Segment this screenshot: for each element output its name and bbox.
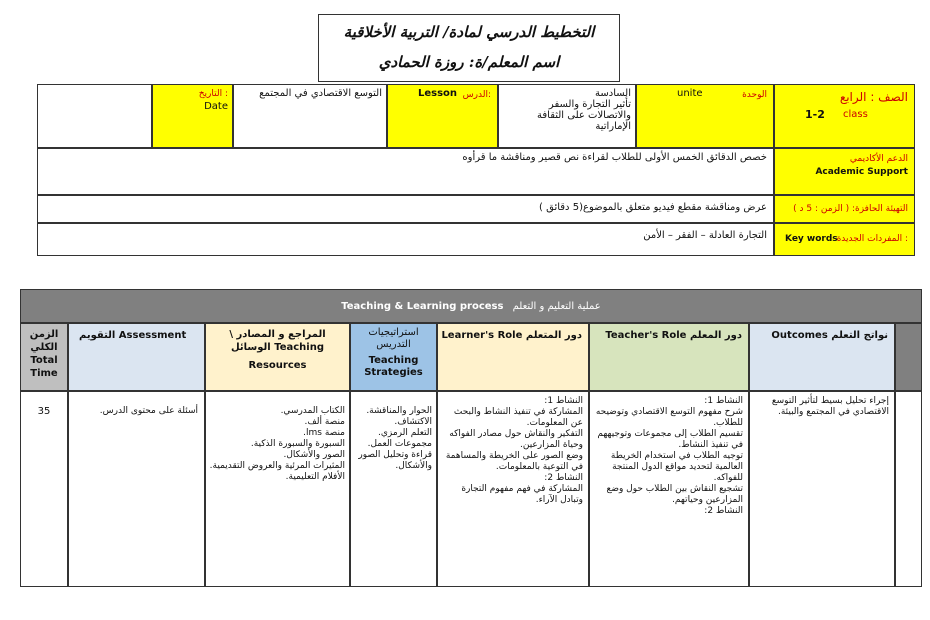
process-title-ar: عملية التعليم و التعلم	[512, 301, 601, 312]
header-teacher: دور المعلم Teacher's Role	[589, 323, 749, 391]
title-box	[318, 14, 620, 82]
lesson-value-cell: التوسع الاقتصادي في المجتمع	[233, 84, 387, 148]
header-resources: المراجع و المصادر \ الوسائل Teaching Resources	[205, 323, 350, 391]
keywords-value-cell: التجارة العادلة – الفقر – الأمن	[37, 223, 774, 256]
teacher-name: اسم المعلم/ة: روزة الحمادي	[378, 53, 560, 71]
support-label-cell: الدعم الأكاديمي Academic Support	[774, 148, 915, 195]
support-value-cell: خصص الدقائق الخمس الأولى للطلاب لقراءة نص قصير ومناقشة ما قرأوه	[37, 148, 774, 195]
outcomes-cell: إجراء تحليل بسيط لتأثير التوسع الاقتصادي في المجتمع والبيئة.	[749, 391, 895, 587]
teacher-cell: النشاط 1: شرح مفهوم التوسع الاقتصادي وتوضيحه للطلاب. تقسيم الطلاب إلى مجموعات وتوجيههم في تنفيذ النشاط. توجيه الطلاب في استخدام الخريطة العالمية لتحديد مواقع الدول المنتجة للفواكه. تشجيع النقاش بين الطلاب حول وضع المزارعين وحياتهم. النشاط 2:	[589, 391, 749, 587]
blank-header	[895, 323, 922, 391]
document-title: التخطيط الدرسي لمادة/ التربية الأخلاقية	[343, 23, 595, 41]
keywords-label-cell: المفردات الجديدة : Key words	[774, 223, 915, 256]
date-value-cell	[37, 84, 152, 148]
unit-value-cell: السادسة تأثير التجارة والسفر والاتصالات على الثقافة الإماراتية	[498, 84, 636, 148]
header-strategies: استراتيجيات التدريس Teaching Strategies	[350, 323, 437, 391]
header-time: الزمن الكلي Total Time	[20, 323, 68, 391]
header-outcomes: نواتج التعلم Outcomes	[749, 323, 895, 391]
blank-cell	[895, 391, 922, 587]
assessment-cell: أسئلة على محتوى الدرس.	[68, 391, 205, 587]
class-cell: الصف : الرابع 1-2 class	[774, 84, 915, 148]
resources-cell: الكتاب المدرسي. منصة ألف. منصة lms. السبورة والسبورة الذكية. الصور والأشكال. المثيرات المرئية والعروض التقديمية. الأفلام التعليمية.	[205, 391, 350, 587]
warmup-value-cell: عرض ومناقشة مقطع فيديو متعلق بالموضوع(5 دقائق )	[37, 195, 774, 223]
header-learner: دور المتعلم Learner's Role	[437, 323, 589, 391]
time-cell: 35	[20, 391, 68, 587]
unit-label-cell: الوحدة unite	[636, 84, 774, 148]
lesson-label-cell: الدرس: Lesson	[387, 84, 498, 148]
process-title-en: Teaching & Learning process	[341, 301, 504, 312]
warmup-label-cell: التهيئة الحافزة: ( الزمن : 5 د )	[774, 195, 915, 223]
header-assessment: التقويم Assessment	[68, 323, 205, 391]
learner-cell: النشاط 1: المشاركة في تنفيذ النشاط والبحث عن المعلومات. التفكير والنقاش حول مصادر الفواكه وحياة المزارعين. وضع الصور على الخريطة والمساهمة في التوعية بالمعلومات. النشاط 2: المشاركة في فهم مفهوم التجارة وتبادل الآراء.	[437, 391, 589, 587]
date-cell: التاريخ : Date	[152, 84, 233, 148]
process-header	[20, 289, 922, 323]
strategies-cell: الحوار والمناقشة. الاكتشاف. التعلم الرمزي. مجموعات العمل. قراءة وتحليل الصور والأشكال.	[350, 391, 437, 587]
